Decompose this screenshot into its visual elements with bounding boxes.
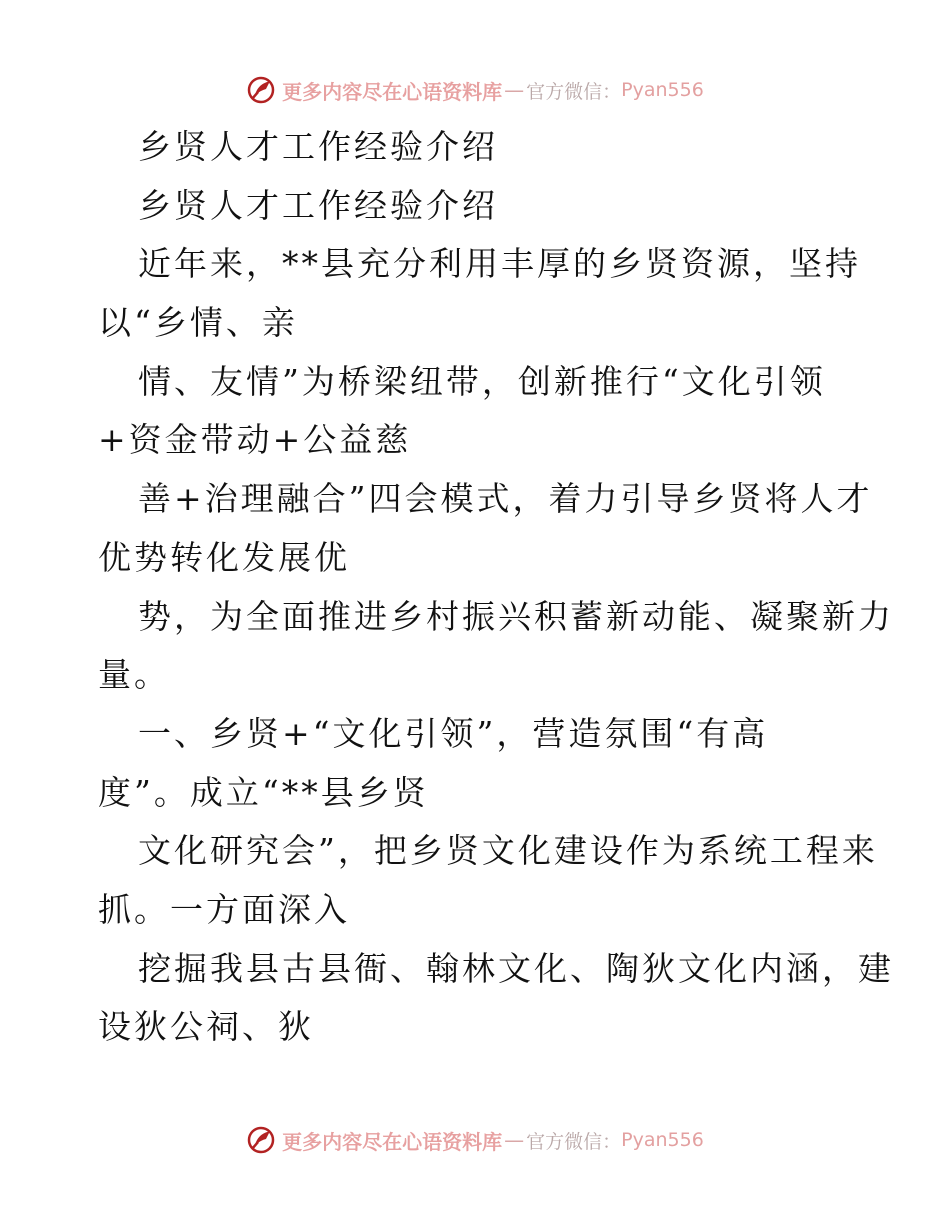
doc-line: 情、友情”为桥梁纽带，创新推行“文化引领 xyxy=(138,361,826,401)
doc-line: 抓。一方面深入 xyxy=(98,889,350,929)
header-banner xyxy=(0,70,950,110)
brand-logo-icon xyxy=(246,75,276,105)
doc-line: 优势转化发展优 xyxy=(98,537,350,577)
doc-line: 乡贤人才工作经验介绍 xyxy=(138,185,498,225)
banner-wechat-label: 官方微信： xyxy=(526,1130,622,1153)
doc-line: 乡贤人才工作经验介绍 xyxy=(138,127,498,166)
doc-line: 以“乡情、亲 xyxy=(98,303,298,343)
brand-logo-icon xyxy=(246,1125,276,1155)
doc-line: 善+治理融合”四会模式，着力引导乡贤将人才 xyxy=(138,479,873,519)
footer-banner xyxy=(0,1120,950,1160)
doc-line: 度”。成立“**县乡贤 xyxy=(98,772,429,812)
doc-line: +资金带动+公益慈 xyxy=(98,420,412,460)
doc-line: 设狄公祠、狄 xyxy=(98,1007,314,1047)
banner-main-text: 更多内容尽在心语资料库 xyxy=(282,1129,503,1154)
doc-line: 挖掘我县古县衙、翰林文化、陶狄文化内涵，建 xyxy=(138,948,894,988)
banner-dash: — xyxy=(504,1128,525,1152)
banner-wechat-id: Pyan556 xyxy=(621,79,704,101)
banner-wechat-label: 官方微信： xyxy=(526,80,622,103)
doc-line: 一、乡贤+“文化引领”，营造氛围“有高 xyxy=(138,713,769,753)
banner-wechat-id: Pyan556 xyxy=(621,1129,704,1151)
banner-main-text: 更多内容尽在心语资料库 xyxy=(282,79,503,104)
document-body xyxy=(98,118,894,1057)
doc-line: 量。 xyxy=(98,655,170,695)
banner-dash: — xyxy=(504,78,525,102)
doc-line: 近年来，**县充分利用丰厚的乡贤资源，坚持 xyxy=(138,244,861,284)
doc-line: 文化研究会”，把乡贤文化建设作为系统工程来 xyxy=(138,831,878,871)
doc-line: 势，为全面推进乡村振兴积蓄新动能、凝聚新力 xyxy=(138,596,894,636)
